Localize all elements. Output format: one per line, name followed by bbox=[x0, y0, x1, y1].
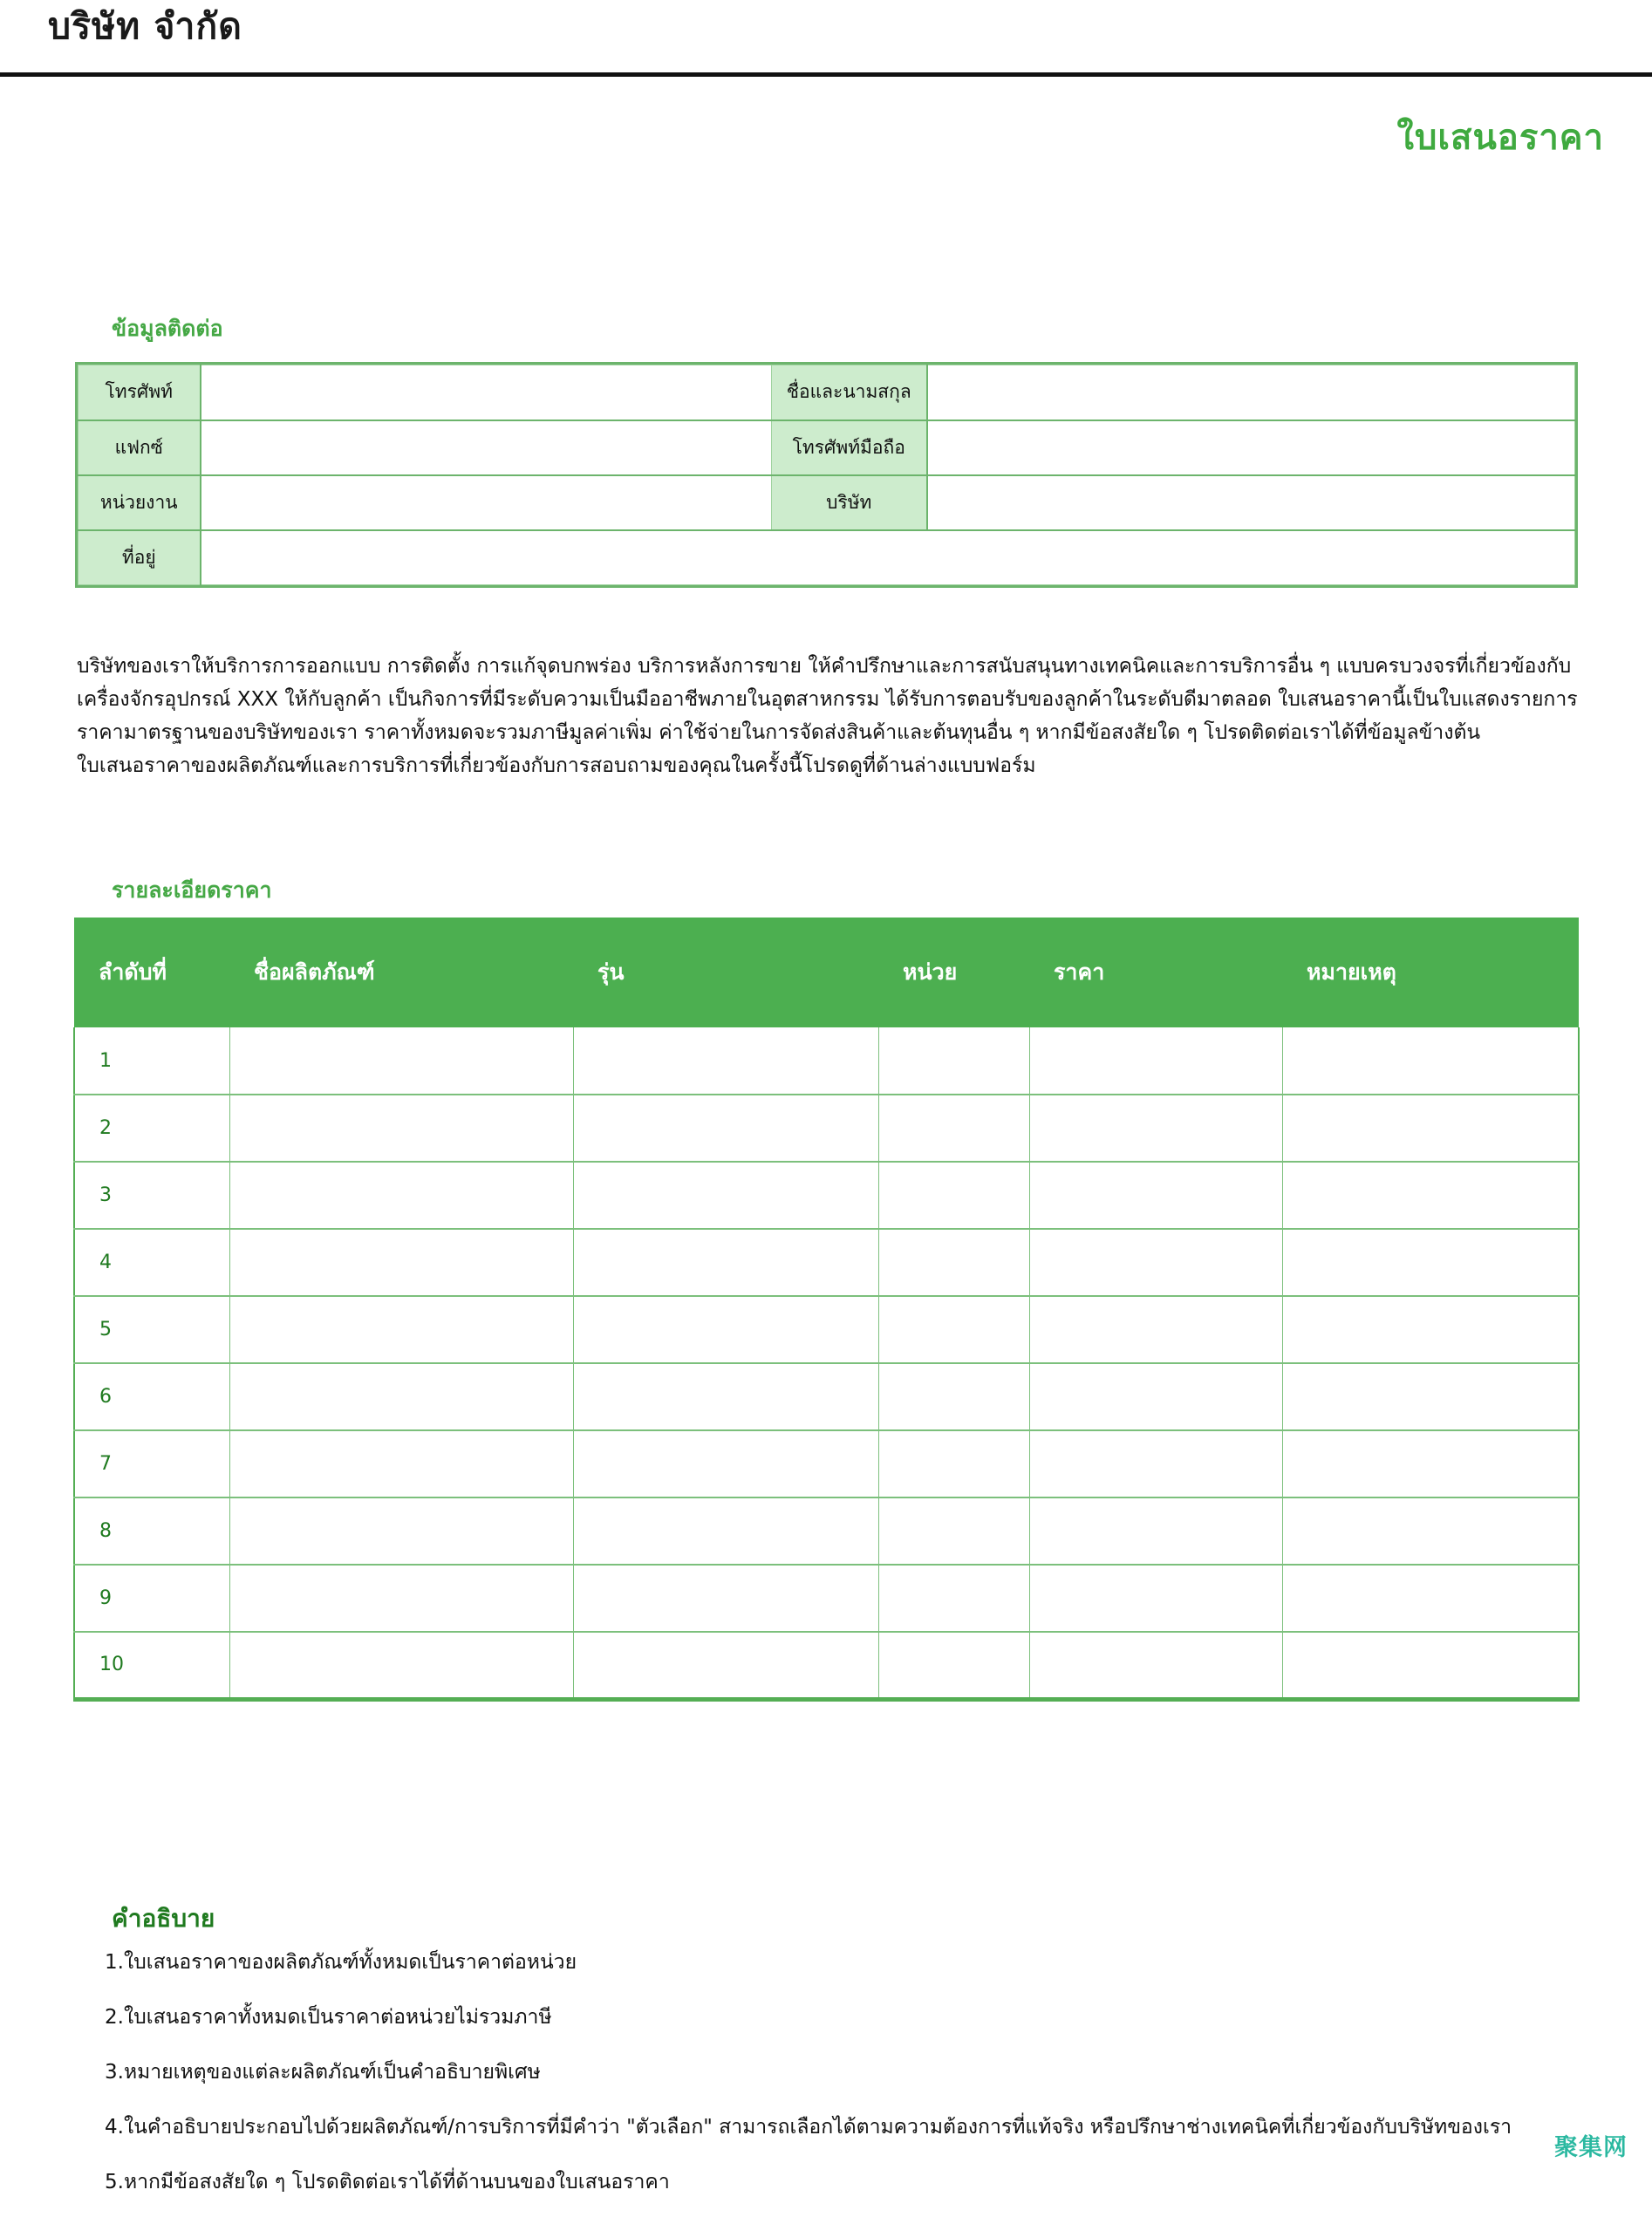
note-item: 1.ใบเสนอราคาของผลิตภัณฑ์ทั้งหมดเป็นราคาต่อหน่วย bbox=[105, 1951, 577, 1974]
note-item: 3.หมายเหตุของแต่ละผลิตภัณฑ์เป็นคำอธิบายพิเศษ bbox=[105, 2061, 541, 2084]
table-row bbox=[74, 1497, 1579, 1565]
cell-unit[interactable] bbox=[878, 1363, 1029, 1430]
cell-model[interactable] bbox=[573, 1027, 878, 1095]
mobile-field[interactable] bbox=[927, 420, 1575, 475]
cell-remark[interactable] bbox=[1282, 1027, 1579, 1095]
contact-table bbox=[75, 362, 1578, 588]
cell-price[interactable] bbox=[1029, 1565, 1282, 1632]
cell-price[interactable] bbox=[1029, 1632, 1282, 1699]
cell-unit[interactable] bbox=[878, 1162, 1029, 1229]
notes-list bbox=[105, 1949, 1622, 2224]
price-table bbox=[73, 918, 1580, 1702]
intro-text bbox=[77, 650, 1579, 782]
intro-second-line: ใบเสนอราคาของผลิตภัณฑ์และการบริการที่เกี่ยวข้องกับการสอบถามของคุณในครั้งนี้โปรดดูที่ด้านล่างแบบฟอร์ม bbox=[77, 754, 1036, 777]
cell-model[interactable] bbox=[573, 1430, 878, 1497]
cell-unit[interactable] bbox=[878, 1296, 1029, 1363]
cell-model[interactable] bbox=[573, 1162, 878, 1229]
table-row bbox=[79, 530, 1575, 585]
cell-unit[interactable] bbox=[878, 1027, 1029, 1095]
cell-product[interactable] bbox=[229, 1363, 573, 1430]
header-divider bbox=[0, 72, 1652, 77]
cell-model[interactable] bbox=[573, 1229, 878, 1296]
cell-price[interactable] bbox=[1029, 1497, 1282, 1565]
address-label: ที่อยู่ bbox=[79, 530, 201, 585]
table-row bbox=[74, 1095, 1579, 1162]
cell-unit[interactable] bbox=[878, 1430, 1029, 1497]
cell-price[interactable] bbox=[1029, 1229, 1282, 1296]
cell-no: 9 bbox=[74, 1565, 229, 1632]
cell-product[interactable] bbox=[229, 1162, 573, 1229]
cell-unit[interactable] bbox=[878, 1497, 1029, 1565]
phone-label: โทรศัพท์ bbox=[79, 365, 201, 420]
cell-no: 1 bbox=[74, 1027, 229, 1095]
cell-remark[interactable] bbox=[1282, 1497, 1579, 1565]
cell-remark[interactable] bbox=[1282, 1229, 1579, 1296]
cell-remark[interactable] bbox=[1282, 1363, 1579, 1430]
column-header-remark: หมายเหตุ bbox=[1282, 918, 1579, 1027]
cell-model[interactable] bbox=[573, 1095, 878, 1162]
note-item: 4.ในคำอธิบายประกอบไปด้วยผลิตภัณฑ์/การบริการที่มีคำว่า "ตัวเลือก" สามารถเลือกได้ตามความต้องการที่แท้จริง หรือปรึกษาช่างเทคนิคที่เกี่ยวข้องกับบริษัทของเรา bbox=[105, 2116, 1512, 2139]
table-row bbox=[74, 1363, 1579, 1430]
department-field[interactable] bbox=[201, 475, 772, 530]
phone-field[interactable] bbox=[201, 365, 772, 420]
column-header-product: ชื่อผลิตภัณฑ์ bbox=[229, 918, 573, 1027]
cell-price[interactable] bbox=[1029, 1095, 1282, 1162]
table-row bbox=[74, 1229, 1579, 1296]
fullname-field[interactable] bbox=[927, 365, 1575, 420]
cell-product[interactable] bbox=[229, 1027, 573, 1095]
price-section-heading: รายละเอียดราคา bbox=[112, 877, 272, 903]
company-label: บริษัท bbox=[772, 475, 927, 530]
company-name: บริษัท จำกัด bbox=[48, 5, 242, 47]
intro-paragraph: บริษัทของเราให้บริการการออกแบบ การติดตั้ง การแก้จุดบกพร่อง บริการหลังการขาย ให้คำปรึกษาและการสนับสนุนทางเทคนิคและการบริการอื่น ๆ แบบครบวงจรที่เกี่ยวข้องกับเครื่องจักรอุปกรณ์ XXX ให้กับลูกค้า เป็นกิจการที่มีระดับความเป็นมืออาชีพภายในอุตสาหกรรม ได้รับการตอบรับของลูกค้าในระดับดีมาตลอด ใบเสนอราคานี้เป็นใบแสดงรายการราคามาตรฐานของบริษัทของเรา ราคาทั้งหมดจะรวมภาษีมูลค่าเพิ่ม ค่าใช้จ่ายในการจัดส่งสินค้าและต้นทุนอื่น ๆ หากมีข้อสงสัยใด ๆ โปรดติดต่อเราได้ที่ข้อมูลข้างต้น bbox=[77, 655, 1578, 744]
table-row bbox=[74, 1296, 1579, 1363]
cell-unit[interactable] bbox=[878, 1229, 1029, 1296]
notes-section-heading: คำอธิบาย bbox=[112, 1904, 215, 1933]
cell-product[interactable] bbox=[229, 1229, 573, 1296]
table-row bbox=[79, 365, 1575, 420]
cell-no: 8 bbox=[74, 1497, 229, 1565]
mobile-label: โทรศัพท์มือถือ bbox=[772, 420, 927, 475]
table-row bbox=[79, 475, 1575, 530]
table-row bbox=[74, 1430, 1579, 1497]
table-row bbox=[74, 1632, 1579, 1699]
cell-price[interactable] bbox=[1029, 1430, 1282, 1497]
price-table-header-row bbox=[74, 918, 1579, 1027]
department-label: หน่วยงาน bbox=[79, 475, 201, 530]
cell-model[interactable] bbox=[573, 1296, 878, 1363]
column-header-model: รุ่น bbox=[573, 918, 878, 1027]
cell-product[interactable] bbox=[229, 1430, 573, 1497]
contact-section-heading: ข้อมูลติดต่อ bbox=[112, 316, 223, 341]
cell-price[interactable] bbox=[1029, 1027, 1282, 1095]
cell-no: 5 bbox=[74, 1296, 229, 1363]
cell-unit[interactable] bbox=[878, 1632, 1029, 1699]
cell-no: 4 bbox=[74, 1229, 229, 1296]
fax-label: แฟกซ์ bbox=[79, 420, 201, 475]
table-row bbox=[74, 1565, 1579, 1632]
column-header-price: ราคา bbox=[1029, 918, 1282, 1027]
table-row bbox=[79, 420, 1575, 475]
table-row bbox=[74, 1027, 1579, 1095]
note-item: 2.ใบเสนอราคาทั้งหมดเป็นราคาต่อหน่วยไม่รวมภาษี bbox=[105, 2006, 552, 2029]
fullname-label: ชื่อและนามสกุล bbox=[772, 365, 927, 420]
page-title: ใบเสนอราคา bbox=[1396, 118, 1604, 158]
cell-no: 6 bbox=[74, 1363, 229, 1430]
cell-remark[interactable] bbox=[1282, 1162, 1579, 1229]
cell-remark[interactable] bbox=[1282, 1296, 1579, 1363]
watermark: 聚集网 bbox=[1554, 2134, 1628, 2161]
table-row bbox=[74, 1162, 1579, 1229]
cell-model[interactable] bbox=[573, 1497, 878, 1565]
cell-remark[interactable] bbox=[1282, 1430, 1579, 1497]
cell-product[interactable] bbox=[229, 1497, 573, 1565]
column-header-unit: หน่วย bbox=[878, 918, 1029, 1027]
cell-product[interactable] bbox=[229, 1296, 573, 1363]
cell-price[interactable] bbox=[1029, 1296, 1282, 1363]
cell-remark[interactable] bbox=[1282, 1632, 1579, 1699]
cell-price[interactable] bbox=[1029, 1162, 1282, 1229]
cell-unit[interactable] bbox=[878, 1095, 1029, 1162]
fax-field[interactable] bbox=[201, 420, 772, 475]
cell-no: 10 bbox=[74, 1632, 229, 1699]
cell-product[interactable] bbox=[229, 1565, 573, 1632]
cell-price[interactable] bbox=[1029, 1363, 1282, 1430]
cell-model[interactable] bbox=[573, 1363, 878, 1430]
cell-remark[interactable] bbox=[1282, 1565, 1579, 1632]
cell-model[interactable] bbox=[573, 1632, 878, 1699]
cell-no: 2 bbox=[74, 1095, 229, 1162]
cell-no: 3 bbox=[74, 1162, 229, 1229]
cell-remark[interactable] bbox=[1282, 1095, 1579, 1162]
address-field[interactable] bbox=[201, 530, 1575, 585]
column-header-no: ลำดับที่ bbox=[74, 918, 229, 1027]
cell-unit[interactable] bbox=[878, 1565, 1029, 1632]
cell-model[interactable] bbox=[573, 1565, 878, 1632]
cell-product[interactable] bbox=[229, 1095, 573, 1162]
note-item: 5.หากมีข้อสงสัยใด ๆ โปรดติดต่อเราได้ที่ด้านบนของใบเสนอราคา bbox=[105, 2171, 670, 2193]
cell-no: 7 bbox=[74, 1430, 229, 1497]
company-field[interactable] bbox=[927, 475, 1575, 530]
cell-product[interactable] bbox=[229, 1632, 573, 1699]
